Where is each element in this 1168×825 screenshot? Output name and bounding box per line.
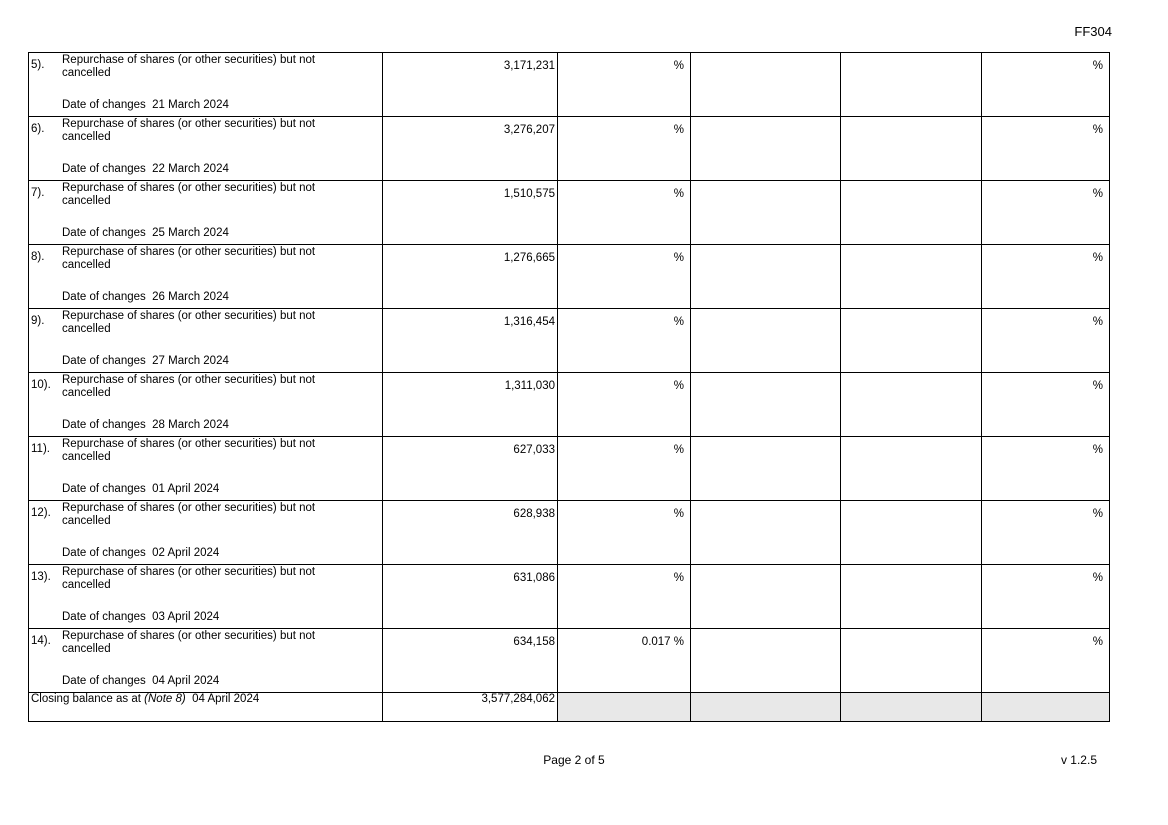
row-date: 02 April 2024 (152, 547, 220, 559)
row-index: 5). (31, 59, 45, 71)
row-index: 10). (31, 379, 51, 391)
table-row (29, 245, 1110, 309)
row-date-line (62, 355, 229, 368)
row-date-label: Date of changes (62, 355, 146, 367)
row-date: 28 March 2024 (152, 419, 229, 431)
row-description-cell (29, 117, 383, 181)
row-description: Repurchase of shares (or other securities) but not cancelled (62, 54, 316, 79)
row-description: Repurchase of shares (or other securities) but not cancelled (62, 502, 316, 527)
row-number-cell (383, 629, 558, 693)
closing-balance-label: Closing balance as at (31, 693, 141, 705)
row-date-line (62, 547, 219, 560)
row-date: 22 March 2024 (152, 163, 229, 175)
table-row (29, 373, 1110, 437)
row-number: 1,276,665 (503, 252, 555, 264)
row-percent-b-cell (982, 565, 1110, 629)
row-number: 631,086 (513, 572, 555, 584)
row-number-cell (383, 53, 558, 117)
row-percent-a: % (673, 124, 684, 136)
row-percent-b-cell (982, 629, 1110, 693)
row-date-label: Date of changes (62, 291, 146, 303)
row-percent-a: 0.017 % (641, 636, 684, 648)
row-date: 27 March 2024 (152, 355, 229, 367)
row-empty-cell (841, 117, 982, 181)
row-number-cell (383, 309, 558, 373)
row-date-label: Date of changes (62, 163, 146, 175)
row-date-label: Date of changes (62, 483, 146, 495)
row-index: 12). (31, 507, 51, 519)
row-empty-cell (841, 245, 982, 309)
row-date-line (62, 227, 229, 240)
row-description-cell (29, 53, 383, 117)
row-date-label: Date of changes (62, 675, 146, 687)
row-percent-a: % (673, 508, 684, 520)
share-movement-table (28, 52, 1110, 722)
row-number-cell (383, 565, 558, 629)
table-row (29, 309, 1110, 373)
row-number-cell (383, 181, 558, 245)
row-date-line (62, 483, 219, 496)
row-description: Repurchase of shares (or other securities) but not cancelled (62, 438, 316, 463)
row-number: 3,171,231 (503, 60, 555, 72)
row-percent-a: % (673, 444, 684, 456)
row-index: 7). (31, 187, 45, 199)
row-percent-a-cell (558, 181, 691, 245)
row-percent-b: % (1092, 572, 1103, 584)
row-percent-a-cell (558, 565, 691, 629)
row-date: 25 March 2024 (152, 227, 229, 239)
row-date-line (62, 291, 229, 304)
row-date-line (62, 611, 219, 624)
row-description: Repurchase of shares (or other securities) but not cancelled (62, 246, 316, 271)
closing-shaded-cell (841, 693, 982, 722)
row-index: 14). (31, 635, 51, 647)
row-empty-cell (841, 181, 982, 245)
row-description: Repurchase of shares (or other securities) but not cancelled (62, 630, 316, 655)
row-percent-b: % (1092, 316, 1103, 328)
row-number: 1,311,030 (504, 380, 555, 392)
row-description-cell (29, 245, 383, 309)
row-number: 1,510,575 (503, 188, 555, 200)
row-description-cell (29, 437, 383, 501)
form-code: FF304 (1074, 24, 1112, 39)
row-empty-cell (691, 245, 841, 309)
row-date: 21 March 2024 (152, 99, 229, 111)
row-date-label: Date of changes (62, 547, 146, 559)
row-percent-b: % (1092, 124, 1103, 136)
row-index: 9). (31, 315, 45, 327)
row-date-line (62, 163, 229, 176)
row-percent-b: % (1092, 380, 1103, 392)
row-percent-b-cell (982, 309, 1110, 373)
row-index: 13). (31, 571, 51, 583)
row-empty-cell (841, 629, 982, 693)
row-empty-cell (691, 181, 841, 245)
closing-balance-row (29, 693, 1110, 722)
row-description: Repurchase of shares (or other securities) but not cancelled (62, 374, 316, 399)
row-description-cell (29, 309, 383, 373)
row-number-cell (383, 245, 558, 309)
row-number-cell (383, 437, 558, 501)
closing-shaded-cell (982, 693, 1110, 722)
row-number: 627,033 (513, 444, 555, 456)
row-percent-a-cell (558, 629, 691, 693)
row-index: 11). (31, 443, 50, 455)
row-empty-cell (691, 437, 841, 501)
row-description-cell (29, 565, 383, 629)
row-number-cell (383, 501, 558, 565)
table-row (29, 53, 1110, 117)
row-percent-b-cell (982, 181, 1110, 245)
table-body (29, 53, 1110, 693)
row-percent-b-cell (982, 373, 1110, 437)
row-description-cell (29, 181, 383, 245)
row-empty-cell (691, 53, 841, 117)
row-empty-cell (841, 501, 982, 565)
row-percent-a-cell (558, 53, 691, 117)
row-percent-a: % (673, 188, 684, 200)
row-empty-cell (691, 501, 841, 565)
row-date-label: Date of changes (62, 419, 146, 431)
row-percent-a-cell (558, 309, 691, 373)
row-number-cell (383, 373, 558, 437)
row-date-label: Date of changes (62, 227, 146, 239)
row-description-cell (29, 629, 383, 693)
row-empty-cell (841, 437, 982, 501)
row-description-cell (29, 501, 383, 565)
row-percent-b-cell (982, 437, 1110, 501)
closing-balance-date: 04 April 2024 (192, 693, 260, 705)
row-date-line (62, 99, 229, 112)
row-description: Repurchase of shares (or other securities) but not cancelled (62, 566, 316, 591)
row-date: 26 March 2024 (152, 291, 229, 303)
table-row (29, 565, 1110, 629)
row-percent-b-cell (982, 117, 1110, 181)
row-percent-b: % (1092, 444, 1103, 456)
row-empty-cell (691, 565, 841, 629)
row-percent-a-cell (558, 501, 691, 565)
row-date-label: Date of changes (62, 611, 146, 623)
row-percent-a-cell (558, 245, 691, 309)
row-percent-a-cell (558, 373, 691, 437)
row-empty-cell (691, 373, 841, 437)
table-row (29, 437, 1110, 501)
row-empty-cell (841, 565, 982, 629)
row-number-cell (383, 117, 558, 181)
table-row (29, 629, 1110, 693)
closing-shaded-cell (558, 693, 691, 722)
row-index: 6). (31, 123, 45, 135)
row-number: 634,158 (513, 636, 555, 648)
row-index: 8). (31, 251, 45, 263)
row-description: Repurchase of shares (or other securities) but not cancelled (62, 310, 316, 335)
row-percent-b-cell (982, 245, 1110, 309)
row-description-cell (29, 373, 383, 437)
row-empty-cell (841, 53, 982, 117)
row-number: 1,316,454 (503, 316, 555, 328)
row-empty-cell (841, 373, 982, 437)
closing-balance-number: 3,577,284,062 (481, 693, 555, 705)
row-percent-b: % (1092, 636, 1103, 648)
row-number: 628,938 (513, 508, 555, 520)
row-empty-cell (691, 309, 841, 373)
row-percent-b: % (1092, 508, 1103, 520)
row-date: 03 April 2024 (152, 611, 220, 623)
row-description: Repurchase of shares (or other securities) but not cancelled (62, 118, 316, 143)
row-percent-a: % (673, 252, 684, 264)
row-date-line (62, 419, 229, 432)
row-percent-a: % (673, 60, 684, 72)
row-empty-cell (841, 309, 982, 373)
row-date: 04 April 2024 (152, 675, 220, 687)
row-date-line (62, 675, 219, 688)
row-date-label: Date of changes (62, 99, 146, 111)
closing-balance-note: (Note 8) (144, 693, 186, 705)
row-percent-a: % (673, 380, 684, 392)
closing-shaded-cell (691, 693, 841, 722)
table-row (29, 181, 1110, 245)
row-percent-b: % (1092, 252, 1103, 264)
row-percent-b: % (1092, 188, 1103, 200)
page-number: Page 2 of 5 (543, 753, 605, 767)
version-label: v 1.2.5 (1060, 753, 1097, 767)
table-row (29, 501, 1110, 565)
row-number: 3,276,207 (503, 124, 555, 136)
row-percent-a: % (673, 572, 684, 584)
row-empty-cell (691, 117, 841, 181)
row-percent-a-cell (558, 437, 691, 501)
row-percent-b: % (1092, 60, 1103, 72)
row-description: Repurchase of shares (or other securities) but not cancelled (62, 182, 316, 207)
row-date: 01 April 2024 (152, 483, 220, 495)
row-empty-cell (691, 629, 841, 693)
row-percent-b-cell (982, 53, 1110, 117)
row-percent-a-cell (558, 117, 691, 181)
closing-balance-number-cell (383, 693, 558, 722)
table-row (29, 117, 1110, 181)
row-percent-a: % (673, 316, 684, 328)
closing-balance-label-cell (29, 693, 383, 722)
row-percent-b-cell (982, 501, 1110, 565)
